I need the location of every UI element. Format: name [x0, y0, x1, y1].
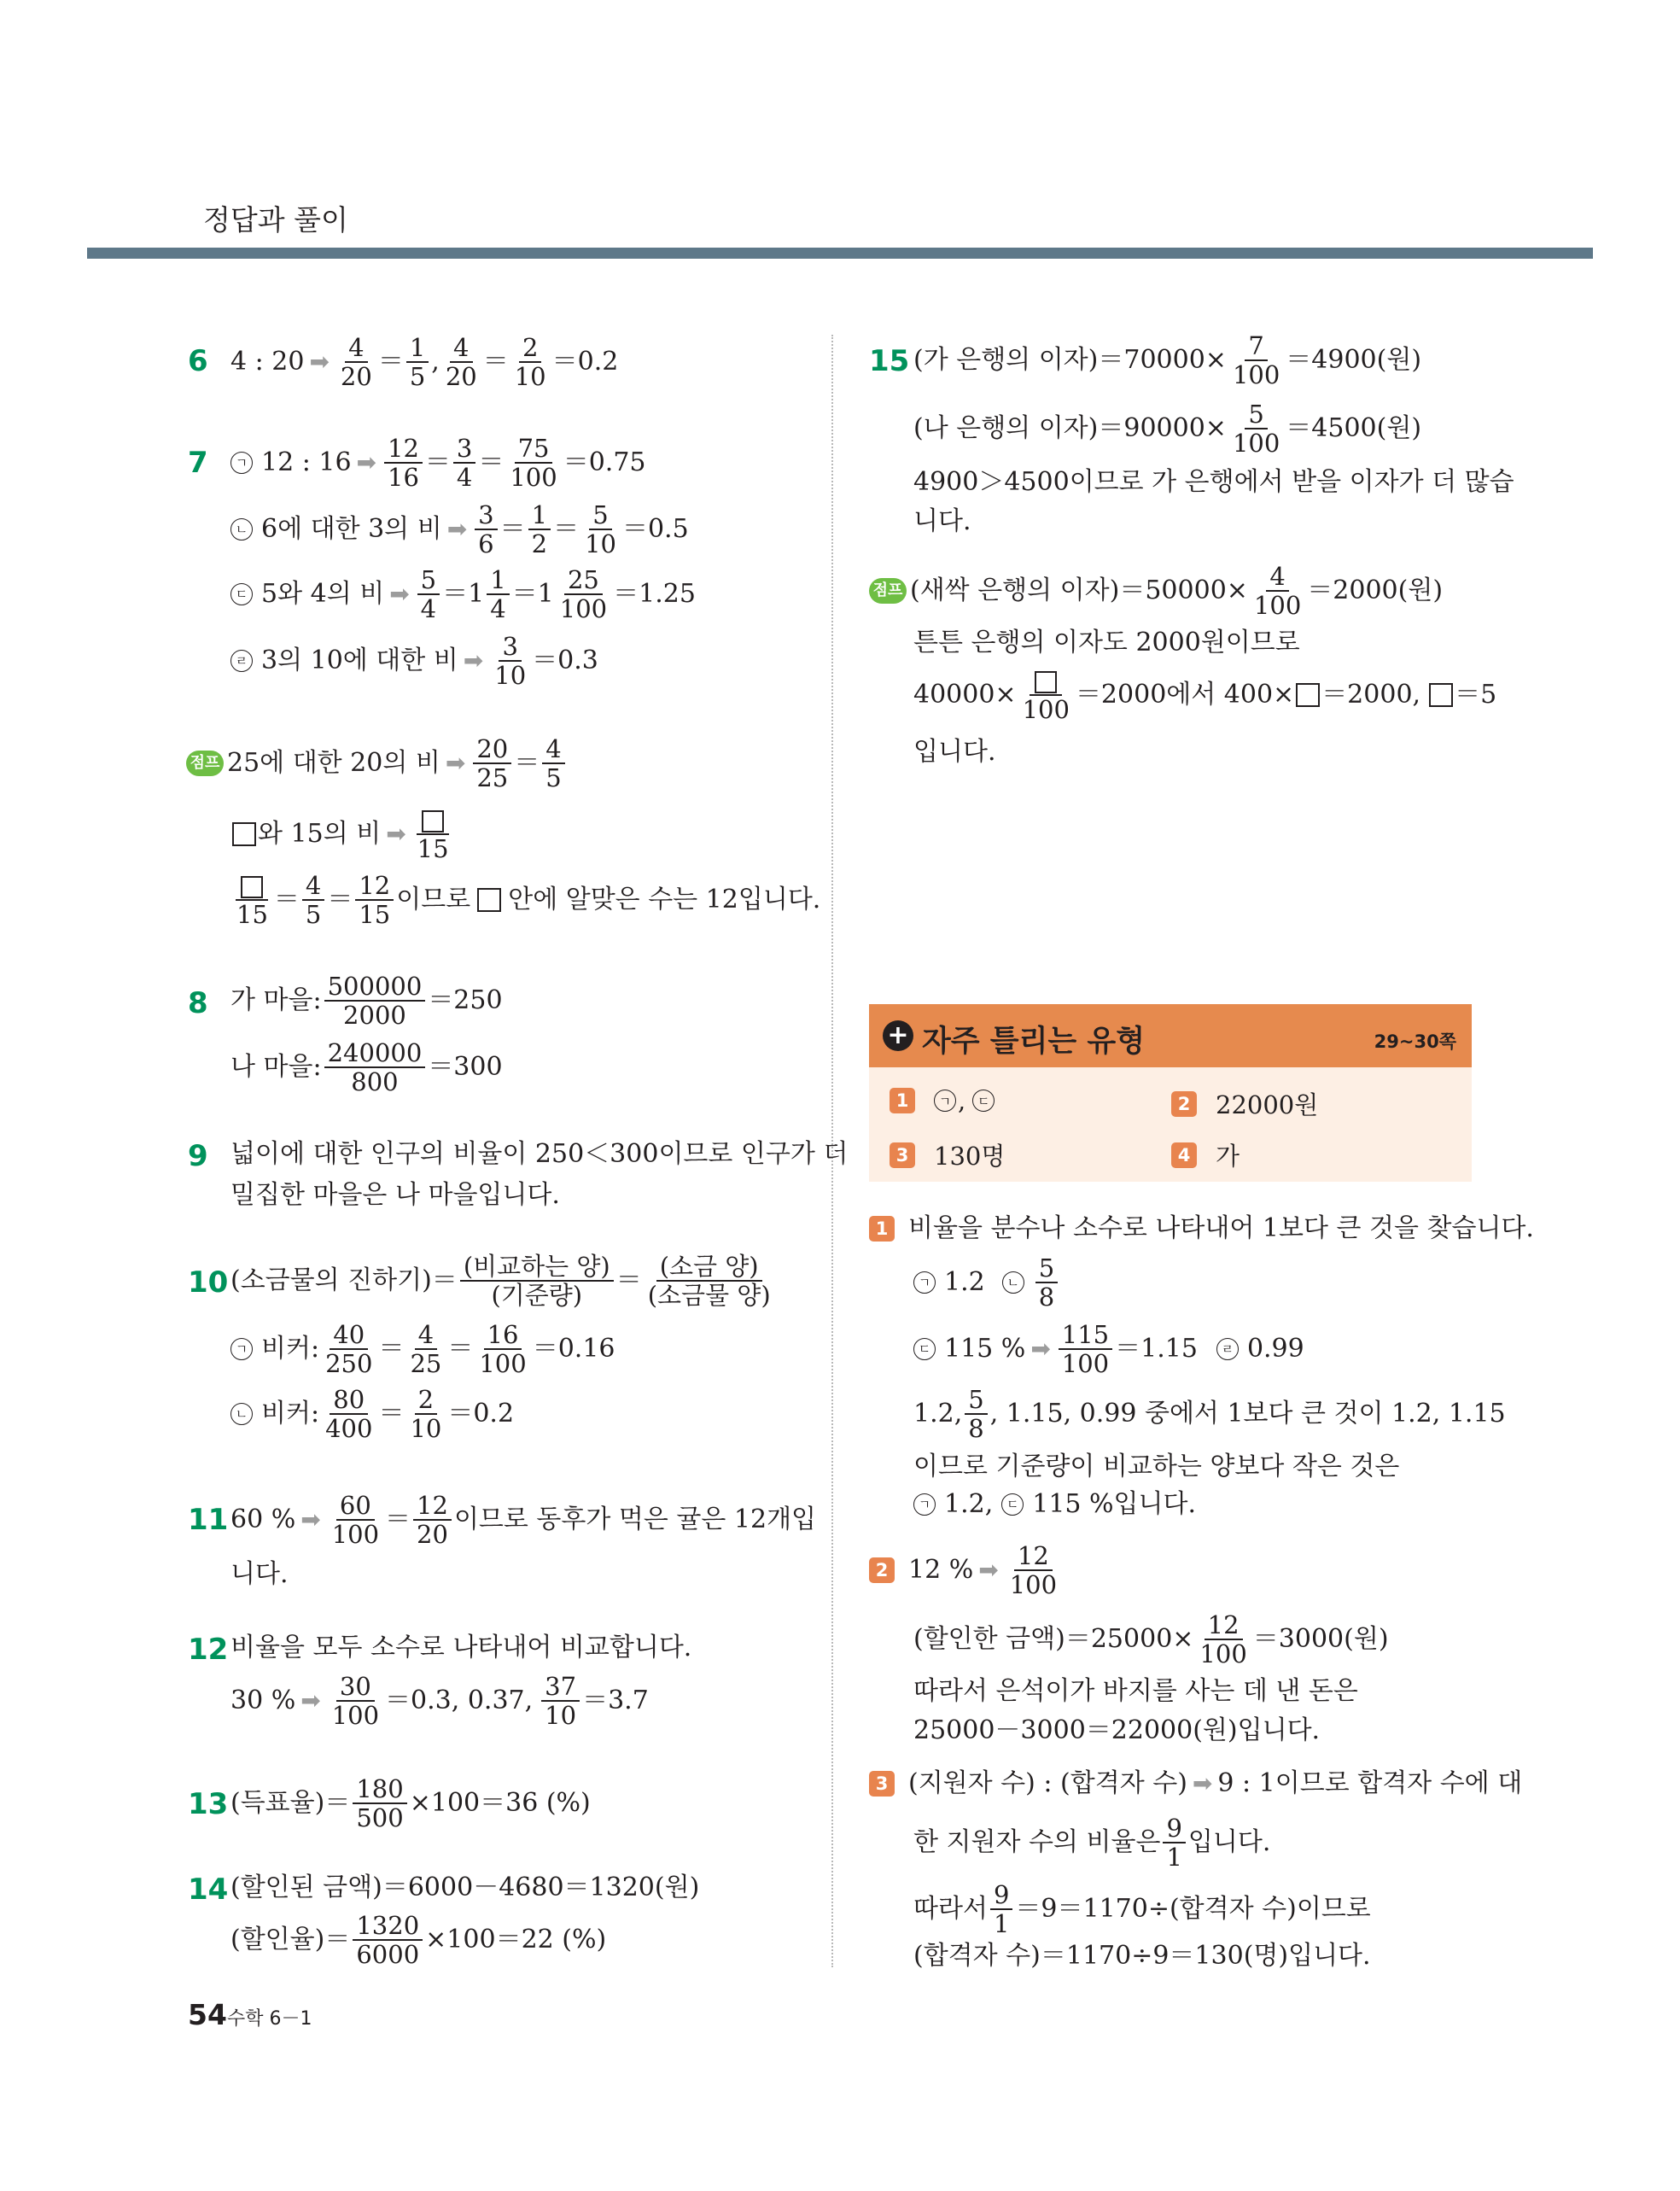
answer-number: 4	[1171, 1142, 1197, 1168]
answer-item: 4 가	[1171, 1137, 1240, 1172]
q10-line-3: ㄴ 비커: $\frac{80}{400}$ ＝ $\frac{2}{10}$ ＝0.2	[230, 1387, 514, 1442]
question-number: 11	[188, 1503, 229, 1537]
q11-line-2: 니다.	[230, 1559, 289, 1589]
q10-line-2: ㄱ 비커: $\frac{40}{250}$ ＝ $\frac{4}{25}$ ＝ $\frac{16}{100}$ ＝0.16	[230, 1322, 615, 1377]
p2-line-2: (할인한 금액)＝25000× $\frac{12}{100}$ ＝3000(원)	[913, 1610, 1389, 1669]
arrow-icon: ➡	[463, 646, 484, 675]
arrow-icon: ➡	[1192, 1769, 1213, 1797]
blank-box	[1035, 671, 1057, 693]
q7-line-1: ㄱ 12 : 16 ➡ $\frac{12}{16}$ ＝ $\frac{3}{4}$ ＝ $\frac{75}{100}$ ＝0.75	[230, 435, 646, 491]
fraction: $\frac{4}{20}$	[445, 333, 477, 392]
circled-letter: ㄷ	[1001, 1493, 1024, 1516]
p3-line-2: 한 지원자 수의 비율은 $\frac{9}{1}$ 입니다.	[913, 1814, 1271, 1873]
circled-letter: ㄷ	[913, 1338, 936, 1360]
q11-line-1: 60 % ➡ $\frac{60}{100}$ ＝ $\frac{12}{20}$ 이므로 동후가 먹은 귤은 12개입	[230, 1491, 817, 1550]
circled-letter: ㄹ	[1216, 1338, 1239, 1360]
q15-line-4: 니다.	[913, 506, 971, 536]
blank-box	[1296, 683, 1320, 707]
circled-letter: ㄱ	[913, 1271, 936, 1294]
p3-line-4: (합격자 수)＝1170÷9＝130(명)입니다.	[913, 1941, 1371, 1971]
circled-letter: ㄱ	[913, 1493, 936, 1516]
blank-box	[477, 888, 501, 912]
arrow-icon: ➡	[445, 749, 466, 778]
circled-letter: ㄷ	[230, 583, 253, 605]
answer-item: 2 22000원	[1171, 1086, 1318, 1121]
page-number: 54	[188, 1998, 227, 2031]
fraction: $\frac{1}{5}$	[406, 335, 429, 390]
q6-ratio: 4 : 20	[230, 347, 305, 377]
question-number: 15	[869, 344, 910, 378]
arrow-icon: ➡	[300, 1505, 321, 1534]
header-bar	[87, 248, 1593, 259]
q15-line-1: (가 은행의 이자)＝70000× $\frac{7}{100}$ ＝4900(원)	[913, 331, 1422, 390]
jump15-line-1: 점프 (새싹 은행의 이자)＝50000× $\frac{4}{100}$ ＝2000(원)	[869, 564, 1443, 619]
q8-line-2: 나 마을: $\frac{240000}{800}$ ＝300	[230, 1038, 503, 1097]
blank-box	[241, 876, 263, 898]
circled-letter: ㄱ	[230, 452, 253, 474]
answer-number: 2	[1171, 1091, 1197, 1117]
jump15-line-4: 입니다.	[913, 737, 996, 767]
arrow-icon: ➡	[1030, 1335, 1051, 1364]
jump7-line-2: 와 15의 비 ➡ 15	[230, 807, 455, 862]
p2-line-1: 2 12 % ➡ $\frac{12}{100}$	[869, 1543, 1063, 1598]
blank-box	[422, 810, 444, 833]
question-number: 6	[188, 344, 208, 378]
circled-letter: ㄴ	[230, 518, 253, 540]
arrow-icon: ➡	[446, 515, 468, 544]
p1-line-5: 이므로 기준량이 비교하는 양보다 작은 것은	[913, 1452, 1400, 1481]
q12-line-2: 30 % ➡ $\frac{30}{100}$ ＝0.3, 0.37, $\frac{37}{10}$ ＝3.7	[230, 1672, 649, 1731]
question-number: 10	[188, 1265, 229, 1300]
page-header-title: 정답과 풀이	[203, 203, 348, 237]
q7-line-4: ㄹ 3의 10에 대한 비 ➡ $\frac{3}{10}$ ＝0.3	[230, 634, 598, 689]
jump-badge: 점프	[186, 751, 224, 776]
q7-line-3: ㄷ 5와 4의 비 ➡ $\frac{5}{4}$ ＝1 $\frac{1}{4}$ ＝1 $\frac{25}{100}$ ＝1.25	[230, 567, 696, 622]
problem-number: 2	[869, 1557, 895, 1583]
answer-number: 3	[890, 1142, 915, 1168]
problem-number: 1	[869, 1216, 895, 1242]
q14-line-2: (할인율)＝ $\frac{1320}{6000}$ ×100＝22 (%)	[230, 1911, 607, 1970]
question-number: 7	[188, 446, 208, 480]
q15-line-3: 4900＞4500이므로 가 은행에서 받을 이자가 더 많습	[913, 467, 1514, 497]
question-number: 9	[188, 1139, 208, 1173]
jump7-line-1: 점프 25에 대한 20의 비 ➡ $\frac{20}{25}$ ＝ $\frac{4}{5}$	[186, 736, 568, 792]
question-number: 14	[188, 1873, 229, 1907]
answer-number: 1	[890, 1088, 915, 1113]
p2-line-4: 25000－3000＝22000(원)입니다.	[913, 1715, 1321, 1745]
p1-line-4: 1.2, $\frac{5}{8}$ , 1.15, 0.99 중에서 1보다 큰 것이 1.2, 1.15	[913, 1385, 1506, 1444]
panel-title: 자주 틀리는 유형	[922, 1025, 1146, 1059]
q8-line-1: 가 마을: $\frac{500000}{2000}$ ＝250	[230, 972, 503, 1031]
q7-line-2: ㄴ 6에 대한 3의 비 ➡ $\frac{3}{6}$ ＝ $\frac{1}{2}$ ＝ $\frac{5}{10}$ ＝0.5	[230, 502, 689, 558]
q9-line-1: 넓이에 대한 인구의 비율이 250＜300이므로 인구가 더	[230, 1139, 849, 1169]
circled-letter: ㄱ	[934, 1090, 956, 1112]
p1-line-6: ㄱ 1.2, ㄷ 115 %입니다.	[913, 1492, 1196, 1517]
q14-line-1: (할인된 금액)＝6000－4680＝1320(원)	[230, 1873, 700, 1902]
arrow-icon: ➡	[978, 1556, 999, 1585]
q15-line-2: (나 은행의 이자)＝90000× $\frac{5}{100}$ ＝4500(원)	[913, 400, 1422, 459]
plus-icon: +	[883, 1020, 913, 1051]
arrow-icon: ➡	[309, 348, 330, 377]
circled-letter: ㄱ	[230, 1338, 253, 1360]
blank-box	[232, 822, 256, 846]
question-number: 12	[188, 1633, 229, 1667]
circled-letter: ㄷ	[972, 1090, 995, 1112]
p3-line-1: 3 (지원자 수) : (합격자 수) ➡ 9 : 1이므로 합격자 수에 대	[869, 1771, 1522, 1797]
p2-line-3: 따라서 은석이가 바지를 사는 데 낸 돈은	[913, 1676, 1358, 1706]
jump-badge: 점프	[869, 578, 907, 604]
problem-number: 3	[869, 1771, 895, 1797]
footer-subject: 수학 6－1	[227, 2008, 312, 2030]
question-number: 13	[188, 1787, 229, 1821]
fraction: $\frac{2}{10}$	[514, 333, 546, 392]
fraction: $\frac{4}{20}$	[340, 333, 372, 392]
p1-line-2: ㄱ 1.2 ㄴ $\frac{5}{8}$	[913, 1255, 1060, 1311]
q13-line: (득표율)＝ $\frac{180}{500}$ ×100＝36 (%)	[230, 1774, 591, 1833]
arrow-icon: ➡	[356, 448, 376, 477]
question-number: 8	[188, 986, 208, 1020]
q6-line: 4 : 20 ➡ $\frac{4}{20}$ ＝ $\frac{1}{5}$ , $\frac{4}{20}$ ＝ $\frac{2}{10}$ ＝0.2	[230, 333, 619, 392]
p3-line-3: 따라서 $\frac{9}{1}$ ＝9＝1170÷(합격자 수)이므로	[913, 1880, 1371, 1939]
answer-item: 3 130명	[890, 1137, 1005, 1172]
jump7-line-3: 15 ＝ $\frac{4}{5}$ ＝ $\frac{12}{15}$ 이므로 안에 알맞은 수는 12입니다.	[236, 871, 821, 930]
p1-line-1: 1 비율을 분수나 소수로 나타내어 1보다 큰 것을 찾습니다.	[869, 1216, 1534, 1242]
q12-line-1: 비율을 모두 소수로 나타내어 비교합니다.	[230, 1633, 692, 1662]
q10-line-1: (소금물의 진하기)＝ $\frac{\text{(비교하는 양)}}{\text{(기준량)}}$ ＝ $\frac{\text{(소금 양)}}{\text{(소금물 양)}}$	[230, 1252, 771, 1311]
circled-letter: ㄴ	[1002, 1271, 1024, 1294]
answer-item: 1 ㄱ , ㄷ	[890, 1086, 1003, 1115]
panel-page-range: 29~30쪽	[1374, 1031, 1456, 1052]
blank-box	[1429, 683, 1453, 707]
arrow-icon: ➡	[300, 1686, 321, 1715]
jump15-line-2: 튼튼 은행의 이자도 2000원이므로	[913, 628, 1300, 657]
p1-line-3: ㄷ 115 % ➡ $\frac{115}{100}$ ＝1.15 ㄹ 0.99	[913, 1322, 1304, 1377]
frequent-mistakes-header	[869, 1004, 1472, 1067]
circled-letter: ㄹ	[230, 650, 253, 672]
jump15-line-3: 40000× 100 ＝2000에서 400× ＝2000, ＝5	[913, 668, 1496, 723]
arrow-icon: ➡	[386, 820, 406, 849]
circled-letter: ㄴ	[230, 1403, 253, 1425]
q9-line-2: 밀집한 마을은 나 마을입니다.	[230, 1180, 560, 1210]
arrow-icon: ➡	[389, 580, 410, 609]
